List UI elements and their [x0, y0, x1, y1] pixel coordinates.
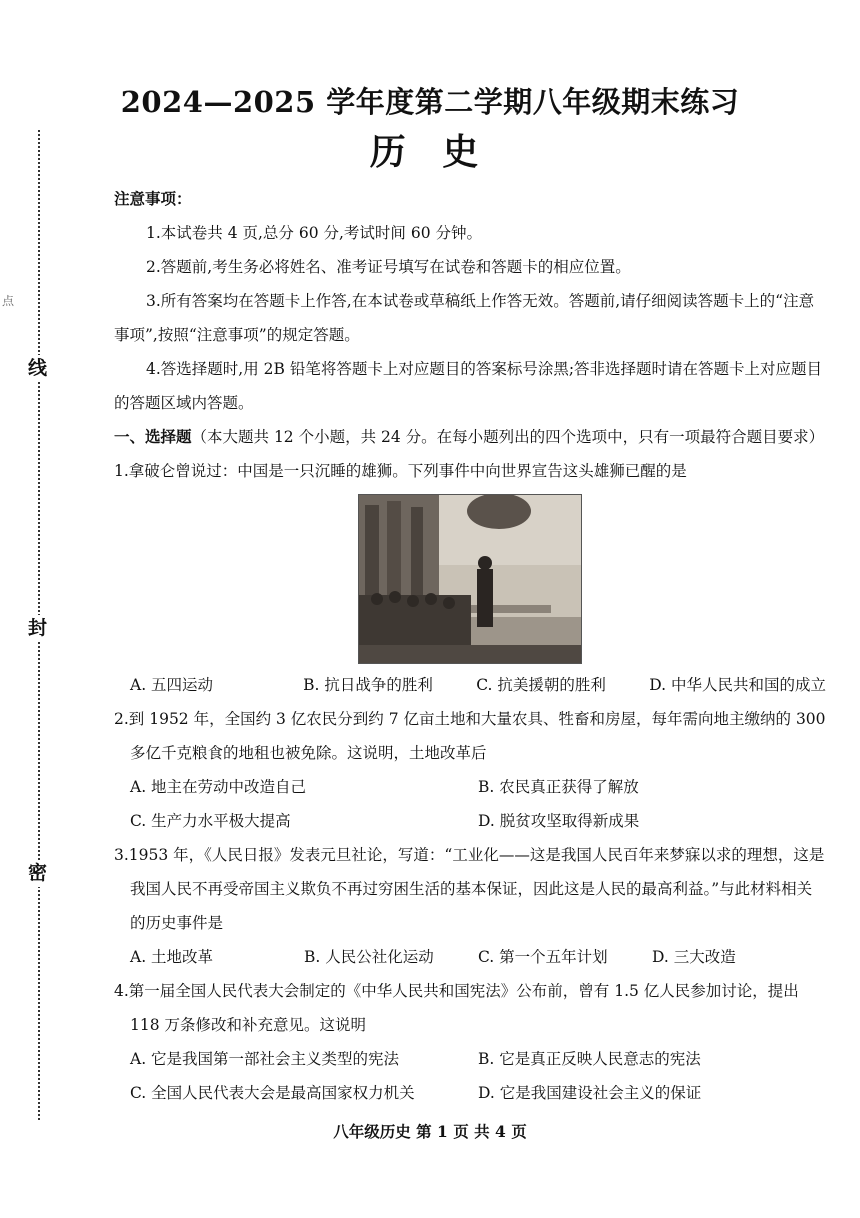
question-3-stem: 3.1953 年，《人民日报》发表元旦社论，写道：“工业化——这是我国人民百年来梦寐以求的理想，这是我国人民不再受帝国主义欺负不再过穷困生活的基本保证，因此这是人民的最高利益。”与此材料相关的历史事件是: [114, 846, 825, 932]
binding-mark-xian: 线: [28, 355, 47, 382]
section-heading: [114, 420, 826, 454]
question-1-historical-photo: [358, 494, 582, 664]
edge-mark: 点: [2, 294, 15, 308]
option-c: C. 全国人民代表大会是最高国家权力机关: [130, 1084, 415, 1102]
option-d: D. 它是我国建设社会主义的保证: [478, 1084, 702, 1102]
notice-item: 4.答选择题时,用 2B 铅笔将答题卡上对应题目的答案标号涂黑;答非选择题时请在答题卡上对应题目的答题区域内答题。: [114, 360, 823, 412]
option-b: B. 它是真正反映人民意志的宪法: [478, 1050, 701, 1068]
question-1-stem: 1.拿破仑曾说过：中国是一只沉睡的雄狮。下列事件中向世界宣告这头雄狮已醒的是: [114, 462, 687, 480]
section-description: （本大题共 12 个小题，共 24 分。在每小题列出的四个选项中，只有一项最符合题目要求）: [191, 428, 825, 446]
option-d: D. 三大改造: [652, 948, 736, 966]
page-footer: 八年级历史 第 1 页 共 4 页: [333, 1122, 527, 1141]
question-2-options-row-1: [114, 770, 826, 804]
question-4-stem: 4.第一届全国人民代表大会制定的《中华人民共和国宪法》公布前，曾有 1.5 亿人民参加讨论，提出 118 万条修改和补充意见。这说明: [114, 982, 799, 1034]
option-b: B. 抗日战争的胜利: [303, 676, 433, 694]
question-2-stem: 2.到 1952 年，全国约 3 亿农民分到约 7 亿亩土地和大量农具、牲畜和房屋，每年需向地主缴纳的 300 多亿千克粮食的地租也被免除。这说明，土地改革后: [114, 710, 826, 762]
binding-mark-feng: 封: [28, 615, 47, 642]
option-c: C. 生产力水平极大提高: [130, 812, 291, 830]
page-content: [114, 182, 826, 1110]
question-2-options-row-2: [114, 804, 826, 838]
option-d: D. 脱贫攻坚取得新成果: [478, 812, 640, 830]
question-3-options: [114, 940, 826, 974]
exam-title: 2024—2025 学年度第二学期八年级期末练习: [120, 85, 740, 119]
question-4-options-row-1: [114, 1042, 826, 1076]
historical-photo-image: [359, 495, 581, 663]
option-d: D. 中华人民共和国的成立: [649, 676, 827, 694]
section-label: 一、选择题: [114, 427, 192, 446]
notice-item: 2.答题前,考生务必将姓名、准考证号填写在试卷和答题卡的相应位置。: [146, 258, 631, 276]
option-a: A. 土地改革: [130, 948, 214, 966]
notice-item: 3.所有答案均在答题卡上作答,在本试卷或草稿纸上作答无效。答题前,请仔细阅读答题卡上的“注意事项”,按照“注意事项”的规定答题。: [114, 292, 815, 344]
option-a: A. 地主在劳动中改造自己: [130, 778, 307, 796]
option-a: A. 它是我国第一部社会主义类型的宪法: [130, 1050, 400, 1068]
question-4-options-row-2: [114, 1076, 826, 1110]
notice-heading: 注意事项：: [114, 189, 192, 208]
option-a: A. 五四运动: [130, 676, 214, 694]
notice-item: 1.本试卷共 4 页,总分 60 分,考试时间 60 分钟。: [146, 224, 483, 242]
subject-title: 历 史: [369, 131, 491, 173]
question-1-options: [114, 668, 826, 702]
option-c: C. 第一个五年计划: [478, 948, 608, 966]
option-c: C. 抗美援朝的胜利: [476, 676, 606, 694]
option-b: B. 农民真正获得了解放: [478, 778, 639, 796]
option-b: B. 人民公社化运动: [304, 948, 434, 966]
binding-mark-mi: 密: [28, 860, 47, 887]
